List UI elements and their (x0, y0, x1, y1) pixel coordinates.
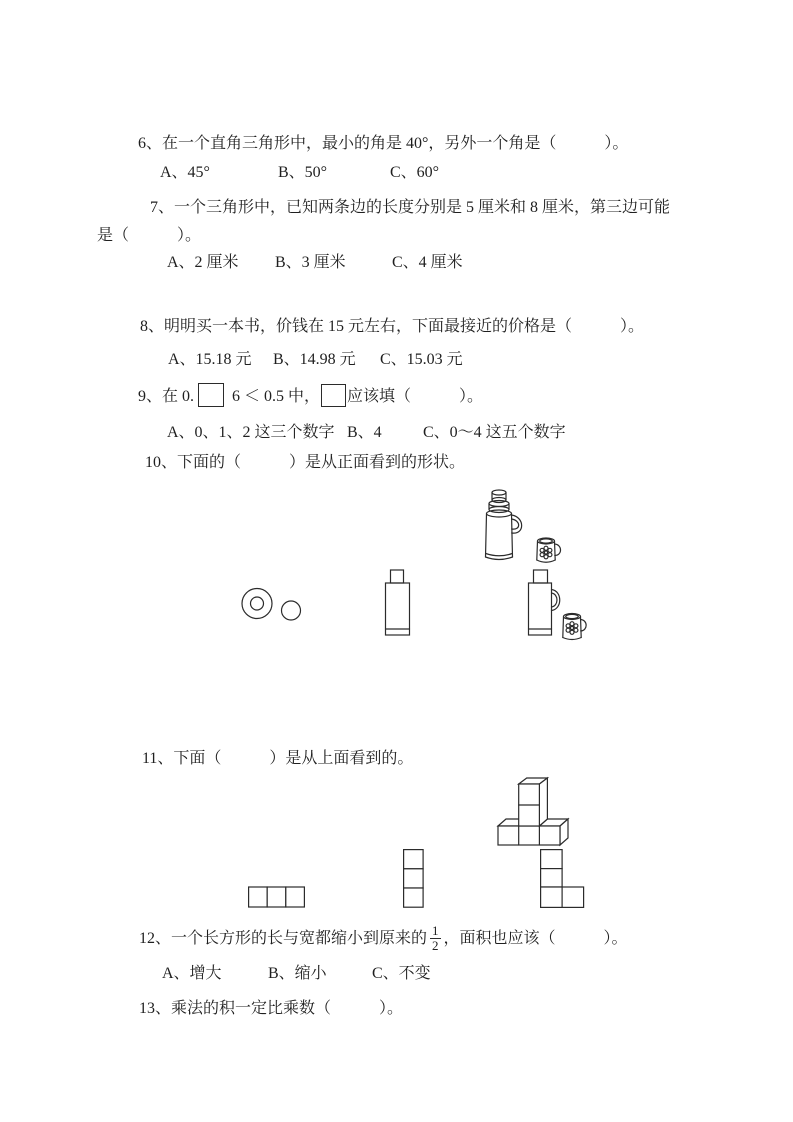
cube-column (519, 778, 548, 826)
q6-stem: 6、在一个直角三角形中，最小的角是 40°，另外一个角是（ ）。 (138, 135, 629, 152)
q7-stem-line2: 是（ ）。 (97, 227, 202, 244)
ring-inner-circle (251, 597, 264, 610)
l-shape-squares-figure (540, 849, 585, 908)
q12-stem-before: 12、一个长方形的长与宽都缩小到原来的 (139, 929, 428, 947)
front-view-cylinder-figure (383, 568, 413, 638)
q11-stem: 11、下面（ ）是从上面看到的。 (142, 750, 414, 767)
q12-stem-after: ，面积也应该（ ）。 (443, 929, 628, 947)
cylinder-body (386, 583, 410, 635)
q7-option-c: C、4 厘米 (392, 254, 463, 271)
fraction-one-half (430, 924, 441, 953)
q8-stem: 8、明明买一本书，价钱在 15 元左右，下面最接近的价格是（ ）。 (140, 318, 645, 335)
row-of-3-squares-figure (248, 886, 305, 908)
q7-option-a: A、2 厘米 (167, 254, 239, 271)
column-of-3-squares-figure (403, 849, 424, 908)
q9-stem-part2: 6 ＜ 0.5 中， (228, 388, 321, 405)
thermos-3d (486, 490, 522, 560)
thermos-front-view (529, 570, 560, 635)
q9-stem (138, 378, 483, 406)
q12-option-c: C、不变 (372, 965, 431, 982)
q9-stem-part3: 应该填（ ）。 (347, 388, 484, 405)
q12-option-a: A、增大 (162, 965, 222, 982)
q13-stem: 13、乘法的积一定比乘数（ ）。 (139, 1000, 404, 1017)
q8-option-a: A、15.18 元 (168, 351, 252, 368)
q8-option-b: B、14.98 元 (273, 351, 356, 368)
q12-option-b: B、缩小 (268, 965, 327, 982)
q8-option-c: C、15.03 元 (380, 351, 463, 368)
ring-outer-circle (242, 589, 272, 619)
q9-option-b: B、4 (347, 424, 382, 441)
q9-blank-box-1 (198, 383, 224, 407)
q6-option-c: C、60° (390, 164, 440, 181)
q6-option-a: A、45° (160, 164, 210, 181)
q9-stem-part1: 9、在 0. (138, 388, 195, 405)
small-circle (282, 601, 301, 620)
top-view-ring-and-circle-figure (238, 584, 308, 624)
fraction-numerator: 1 (432, 922, 439, 938)
mug-front-view (563, 614, 586, 640)
fraction-denominator: 2 (432, 937, 439, 953)
cylinder-cap (391, 570, 404, 583)
q12-stem (139, 919, 628, 957)
front-view-thermos-and-mug-figure (525, 568, 587, 643)
q7-option-b: B、3 厘米 (275, 254, 346, 271)
thermos-and-mug-3d-figure (483, 486, 565, 568)
q9-option-c: C、0～4 这五个数字 (423, 424, 566, 441)
q9-blank-box-2 (321, 384, 346, 407)
q10-stem: 10、下面的（ ）是从正面看到的形状。 (145, 454, 466, 471)
q9-option-a: A、0、1、2 这三个数字 (167, 424, 335, 441)
q7-stem-line1: 7、一个三角形中，已知两条边的长度分别是 5 厘米和 8 厘米，第三边可能 (150, 199, 671, 216)
q6-option-b: B、50° (278, 164, 328, 181)
mug-3d (537, 538, 561, 562)
cube-stack-3d-figure (492, 776, 576, 848)
